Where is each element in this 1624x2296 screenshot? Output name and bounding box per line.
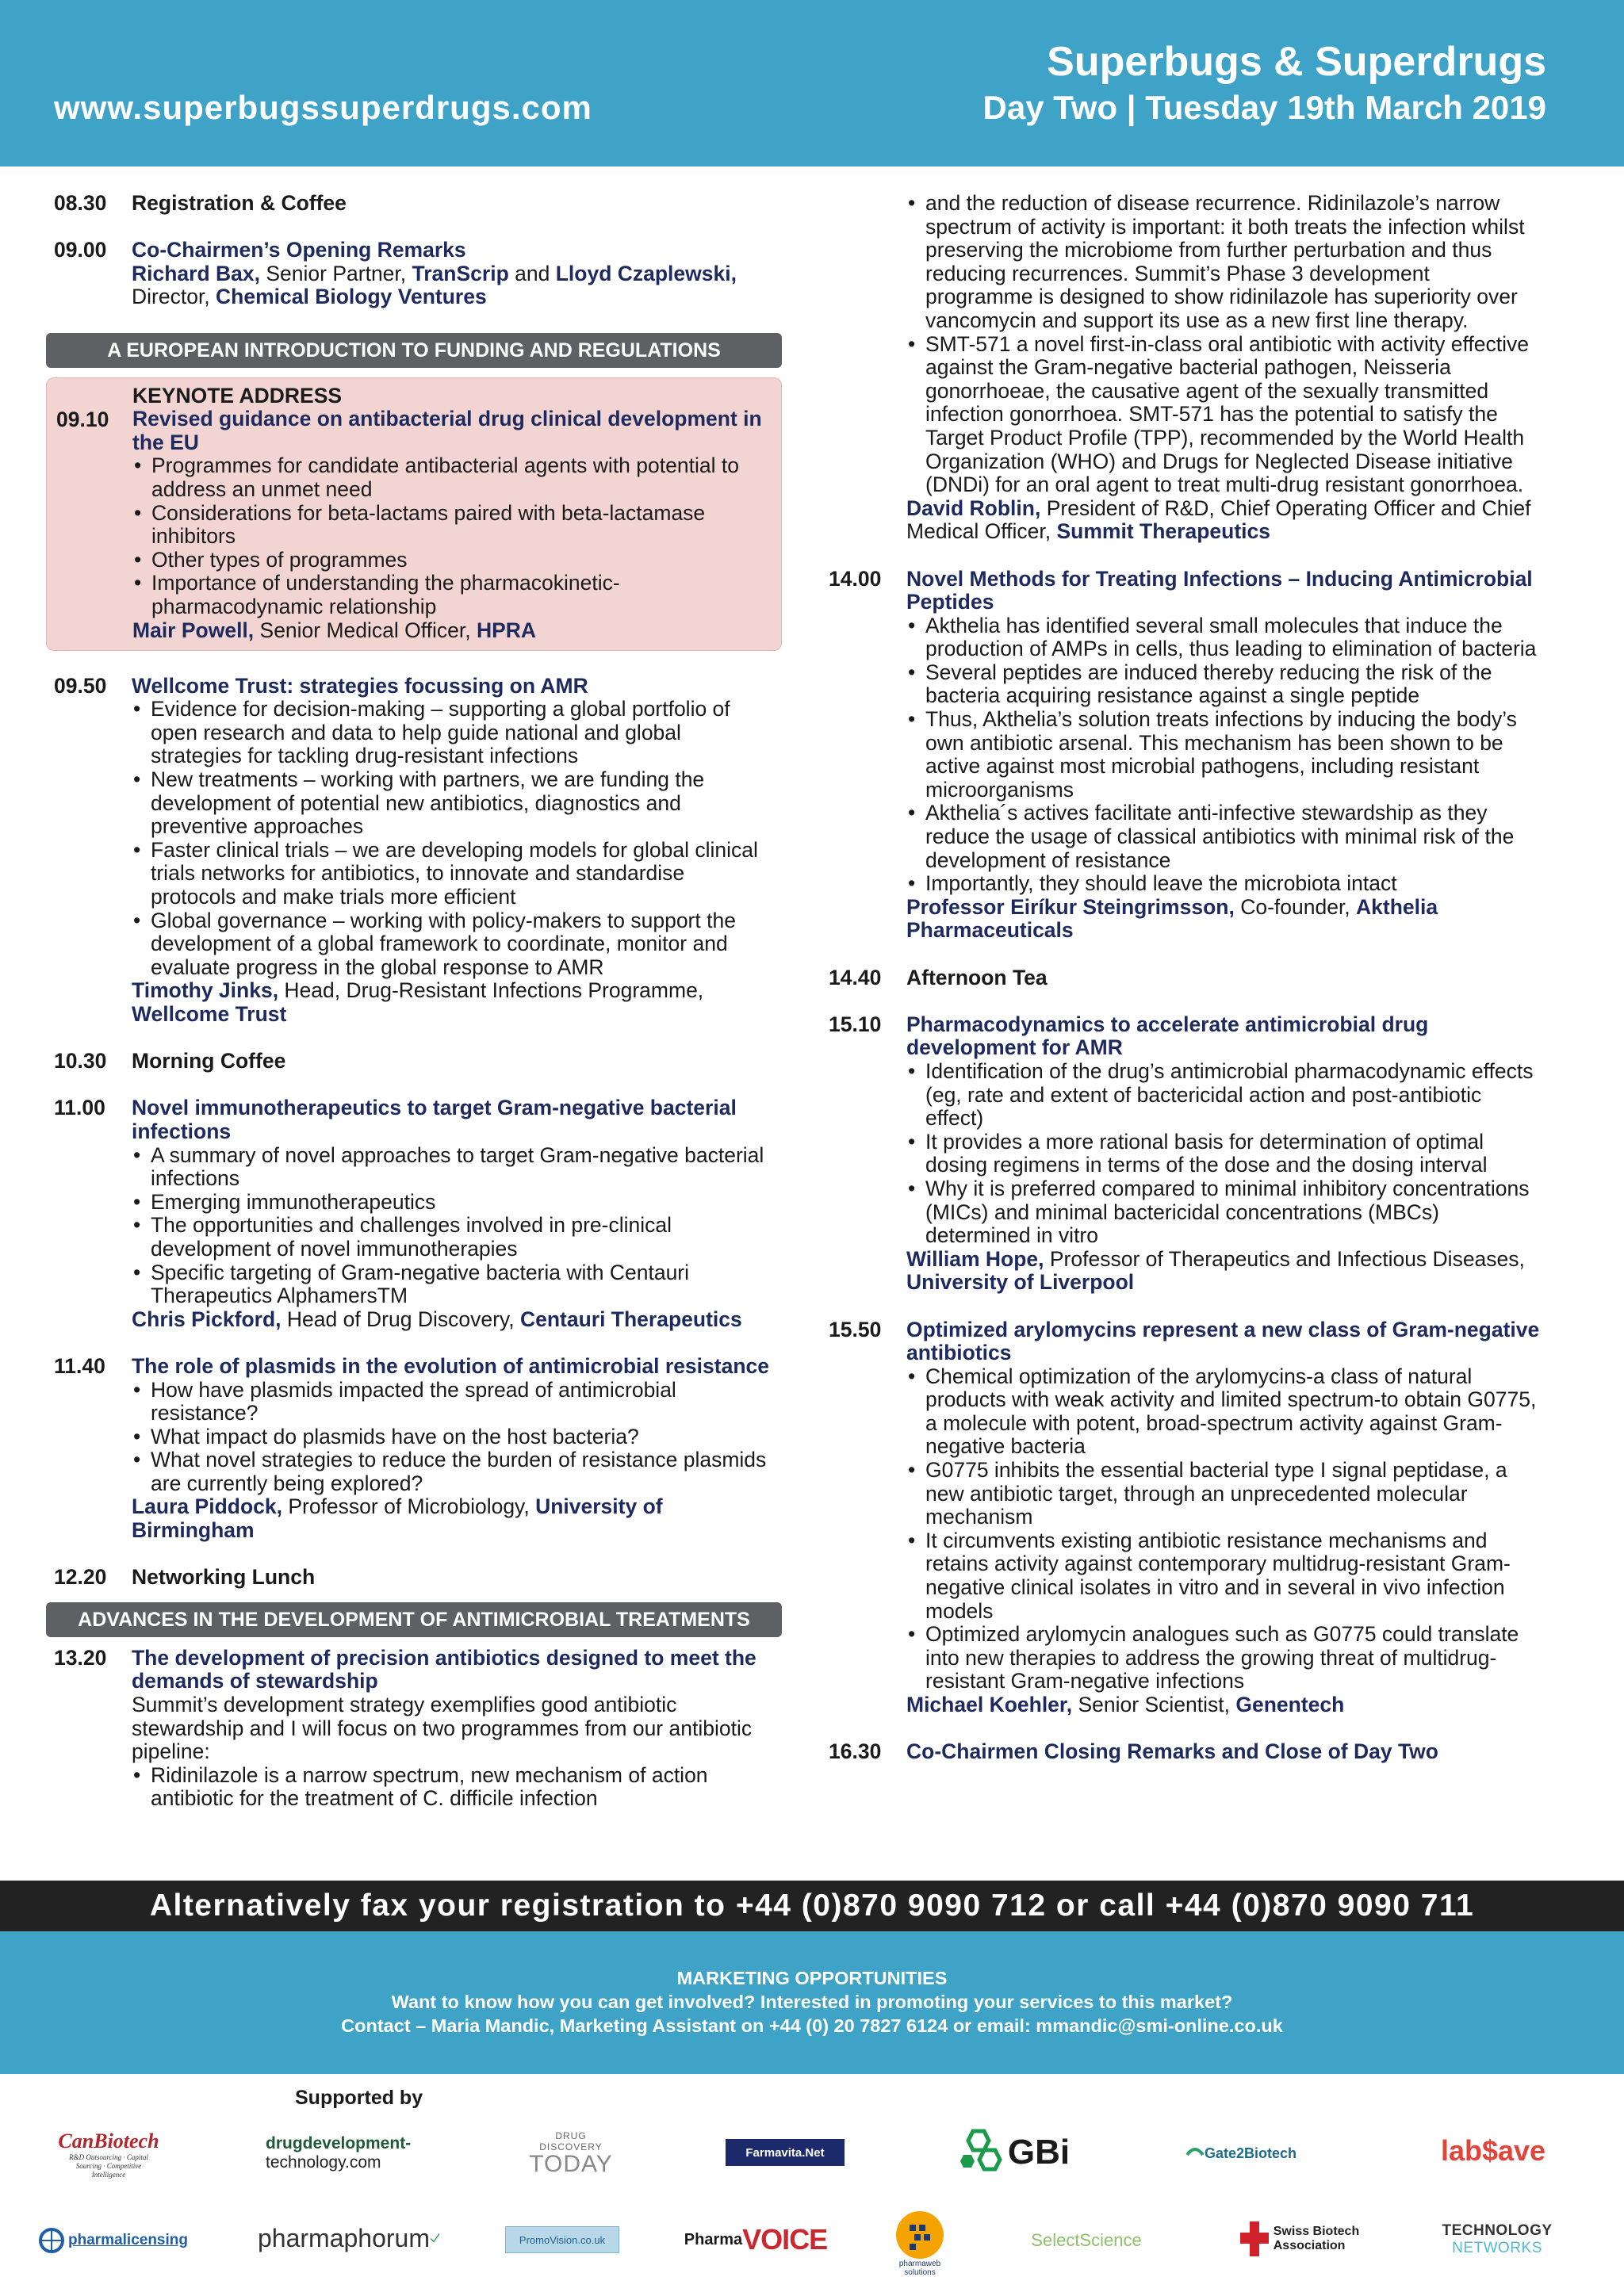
speaker-org: Summit Therapeutics [1056,519,1270,544]
swiss-biotech-association-logo[interactable] [1228,2217,1370,2261]
speaker-org: Genentech [1235,1693,1345,1716]
bullet-item: • Akthelia´s actives facilitate anti-infective stewardship as they reduce the usage of classical antibiotics with minimal risk of the development of resistance [925,802,1542,872]
session-title: The development of precision antibiotics designed to meet the demands of stewardship [132,1645,756,1693]
bullet-item: • Faster clinical trials – we are developing models for global clinical trials networks for antibiotics, to innovate and standardise protocols and make trials more efficient [151,839,774,909]
speaker-role: Co-founder, [1234,894,1357,919]
speaker-line [906,1693,1542,1717]
speaker-role: Senior Medical Officer, [254,618,477,642]
session-title: Optimized arylomycins represent a new class of Gram-negative antibiotics [906,1317,1540,1365]
bullet-item: • G0775 inhibits the essential bacterial type I signal peptidase, a new antibiotic target, through an unprecedented molecular mechanism [925,1459,1542,1529]
logo-text: GBi [1007,2133,1071,2172]
logo-text: technology.com [266,2153,381,2172]
keynote-session-0910 [46,377,782,652]
bullet-item: • New treatments – working with partners, we are funding the development of potential new antibiotics, diagnostics and preventive approaches [151,768,774,839]
session-1510 [829,1013,1542,1295]
session-title: Co-Chairmen Closing Remarks and Close of Day Two [906,1739,1438,1764]
speaker-name: David Roblin, [906,496,1041,520]
speaker-line [132,285,774,309]
section-banner: ADVANCES IN THE DEVELOPMENT OF ANTIMICROBIAL TREATMENTS [46,1602,782,1637]
session-description: Summit’s development strategy exemplifies good antibiotic stewardship and I will focus on two programmes from our antibiotic pipeline: [132,1693,753,1764]
session-time: 11.40 [54,1353,105,1378]
bullet-list [132,1144,774,1308]
session-time: 16.30 [829,1739,882,1764]
speaker-org: Wellcome Trust [132,1002,287,1026]
bullet-item: • A summary of novel approaches to target Gram-negative bacterial infections [151,1144,774,1191]
bullet-item: • Optimized arylomycin analogues such as G0775 could translate into new therapies to address the growing threat of multidrug-resistant Gram-negative infections [925,1623,1542,1693]
logo-text: lab$ave [1440,2134,1546,2167]
speaker-org: Centauri Therapeutics [519,1307,742,1331]
technology-networks-logo[interactable] [1434,2220,1561,2260]
speaker-org: Chemical Biology Ventures [216,285,487,309]
canbiotech-logo[interactable] [49,2130,168,2179]
speaker-org: TranScrip [412,261,509,285]
speaker-org: University of Liverpool [906,1270,1135,1295]
marketing-panel [0,1931,1624,2074]
session-time: 15.50 [829,1317,882,1341]
gate2biotech-icon [1185,2144,1205,2163]
bullet-item: • The opportunities and challenges involved in pre-clinical development of novel immunotherapies [151,1214,774,1261]
bullet-item: • Chemical optimization of the arylomycins-a class of natural products with weak activity and limited spectrum-to obtain G0775, a molecule with potent, broad-spectrum activity against Gram-negative bacteria [925,1365,1542,1459]
speaker-name: Timothy Jinks, [132,978,279,1003]
farmavita-logo[interactable] [726,2139,845,2166]
speaker-name: Michael Koehler, [906,1693,1073,1716]
session-time: 11.00 [54,1096,105,1120]
speaker-line [132,1308,774,1332]
bullet-item: • Several peptides are induced thereby reducing the risk of the bacteria acquiring resistance against a single peptide [925,661,1542,708]
page-header [0,0,1624,166]
speaker-org: Akthelia Pharmaceuticals [906,894,1438,943]
speaker-name: Richard Bax, [132,261,261,285]
website-link[interactable]: www.superbugssuperdrugs.com [54,89,592,126]
pharmaphorum-logo[interactable] [258,2217,440,2260]
bullet-item: • Considerations for beta-lactams paired with beta-lactamase inhibitors [151,502,772,549]
speaker-line [906,497,1542,544]
logo-text: Pharma [684,2230,743,2248]
session-title: Pharmacodynamics to accelerate antimicrobial drug development for AMR [906,1012,1429,1060]
bullet-item: • Why it is preferred compared to minimal inhibitory concentrations (MICs) and minimal bactericidal concentrations (MBCs) determined in vitro [925,1177,1542,1248]
labsave-logo[interactable] [1434,2131,1553,2171]
promovision-logo[interactable] [505,2226,619,2253]
marketing-heading: MARKETING OPPORTUNITIES [676,1968,948,1988]
bullet-item: • It provides a more rational basis for determination of optimal dosing regimens in terms of the dose and the dosing interval [925,1131,1542,1177]
speaker-org: University of Birmingham [132,1494,663,1543]
logo-text: TODAY [529,2151,613,2177]
bullet-item: • Importance of understanding the pharmacokinetic-pharmacodynamic relationship [151,572,772,618]
session-time: 14.40 [829,965,882,989]
supported-by-heading: Supported by [295,2087,423,2109]
speaker-line [132,262,774,286]
bullet-continuation [925,192,1542,333]
bullet-item: • Akthelia has identified several small molecules that induce the production of AMPs in cells, thus leading to elimination of bacteria [925,614,1542,661]
conjunction: and [508,261,556,285]
session-time: 10.30 [54,1049,107,1073]
bullet-item: • Importantly, they should leave the microbiota intact [925,872,1542,896]
pharmavoice-logo[interactable] [684,2220,828,2260]
logo-text: DRUG DISCOVERY [539,2130,603,2152]
session-time: 14.00 [829,566,882,591]
speaker-name: Professor Eiríkur Steingrimsson, [906,894,1235,919]
session-time: 08.30 [54,191,107,215]
bullet-item: • Other types of programmes [151,549,772,572]
marketing-line: Want to know how you can get involved? Interested in promoting your services to this market? [391,1992,1233,2012]
session-title: Networking Lunch [132,1565,316,1590]
bullet-item: • Ridinilazole is a narrow spectrum, new mechanism of action antibiotic for the treatment of C. difficile infection [151,1764,774,1811]
session-title: Revised guidance on antibacterial drug clinical development in the EU [132,407,762,454]
bullet-item: • SMT-571 a novel first-in-class oral antibiotic with activity effective against the Gram-negative bacterial pathogen, Neisseria gonorrhoeae, the causative agent of the sexually transmitted infection gonorrhoea. SMT-571 has the potential to satisfy the Target Product Profile (TPP), recommended by the World Health Organization (WHO) and Drugs for Neglected Disease initiative (DNDi) for an oral agent to treat multi-drug resistant gonorrhoea. [925,333,1542,497]
session-title: Registration & Coffee [132,191,347,215]
speaker-role: Senior Partner, [260,261,412,285]
logo-subtext: R&D Outsourcing · Capital Sourcing · Competitive Intelligence [69,2152,148,2179]
logo-text: PromoVision.co.uk [519,2233,606,2246]
session-title: Morning Coffee [132,1049,286,1073]
speaker-role: Senior Scientist, [1072,1693,1236,1716]
bullet-list [132,454,772,618]
programme-left-column [54,192,774,1835]
bullet-list [906,1365,1542,1693]
bullet-item: • Global governance – working with policy-makers to support the development of a global framework to coordinate, monitor and evaluate progress in the global response to AMR [151,909,774,980]
event-date: Day Two | Tuesday 19th March 2019 [982,89,1546,126]
bullet-list [132,698,774,979]
gbi-hexagon-icon [960,2128,1005,2177]
logo-text: TECHNOLOGY [1442,2222,1553,2239]
drug-discovery-today-logo[interactable] [523,2130,619,2177]
selectscience-logo[interactable] [1027,2225,1146,2256]
session-1030 [54,1050,774,1073]
logo-text: Association [1273,2239,1346,2252]
session-time: 13.20 [54,1645,107,1670]
bullet-list [132,1379,774,1496]
pharmaweb-solutions-logo[interactable] [884,2204,956,2283]
bullet-item: • Programmes for candidate antibacterial agents with potential to address an unmet need [151,454,772,501]
session-time: 12.20 [54,1565,107,1590]
bullet-item: • Identification of the drug’s antimicrobial pharmacodynamic effects (eg, rate and extent of bactericidal action and post-antibiotic effect) [925,1060,1542,1131]
session-1400 [829,568,1542,943]
speaker-line [906,896,1542,943]
session-0950 [54,675,774,1027]
logo-text: Swiss Biotech [1273,2225,1360,2238]
event-title: Superbugs & Superdrugs [1047,39,1546,85]
speaker-name: Laura Piddock, [132,1494,282,1519]
keynote-label: KEYNOTE ADDRESS [132,383,343,408]
continued-text: and the reduction of disease recurrence. Ridinilazole’s narrow spectrum of activity is important: it both treats the infection whilst preserving the microbiome from further perturbation and thus reducing recurrences. Summit’s Phase 3 development programme is designed to show ridinilazole has superiority over vancomycin and support its use as a new first line therapy. [925,191,1525,332]
session-1140 [54,1355,774,1543]
session-title: Wellcome Trust: strategies focussing on AMR [132,673,588,698]
pharmaweb-icon [895,2210,944,2260]
bullet-item: • How have plasmids impacted the spread of antimicrobial resistance? [151,1379,774,1425]
session-1320-continued [906,192,1542,544]
bullet-list [906,192,1542,497]
fax-registration-bar: Alternatively fax your registration to +44 (0)870 9090 712 or call +44 (0)870 9090 711 [0,1881,1624,1931]
speaker-role: Professor of Microbiology, [282,1494,536,1519]
logo-text: Farmavita.Net [745,2145,825,2160]
session-time: 15.10 [829,1012,882,1036]
session-1320 [54,1647,774,1811]
session-title: The role of plasmids in the evolution of antimicrobial resistance [132,1353,769,1378]
speaker-line [132,979,774,1026]
bullet-list [132,1764,774,1811]
gate2biotech-logo[interactable] [1182,2137,1300,2169]
bullet-item: • What novel strategies to reduce the burden of resistance plasmids are currently being explored? [151,1448,774,1495]
bullet-item: • Emerging immunotherapeutics [151,1191,774,1215]
bullet-item: • Thus, Akthelia’s solution treats infections by inducing the body’s own antibiotic arsenal. This mechanism has been shown to be active against most microbial pathogens, including resistant microorganisms [925,708,1542,802]
session-time: 09.10 [56,407,109,431]
speaker-role: Head, Drug-Resistant Infections Programme, [278,978,704,1003]
drugdevelopment-technology-logo[interactable] [266,2128,424,2179]
pharmalicensing-logo[interactable] [36,2223,190,2258]
logo-text: Gate2Biotech [1204,2145,1297,2161]
session-0830 [54,192,774,216]
speaker-line [906,1248,1542,1295]
bullet-item: • Specific targeting of Gram-negative bacteria with Centauri Therapeutics AlphamersTM [151,1261,774,1308]
logo-text: pharmalicensing [68,2232,188,2248]
session-time: 09.00 [54,238,107,262]
speaker-name: Mair Powell, [132,618,255,642]
bullet-list [906,1060,1542,1248]
session-time: 09.50 [54,673,107,698]
bullet-list [906,614,1542,896]
session-1550 [829,1318,1542,1717]
session-title: Afternoon Tea [906,965,1048,989]
session-title: Novel immunotherapeutics to target Gram-negative bacterial infections [132,1096,737,1143]
programme-right-column [829,192,1542,1787]
speaker-role: Head of Drug Discovery, [281,1307,520,1331]
checkmark-icon [430,2228,440,2248]
bullet-item: • What impact do plasmids have on the host bacteria? [151,1425,774,1449]
speaker-org: HPRA [476,618,537,642]
speaker-role: Director, [132,285,216,309]
session-1440 [829,966,1542,990]
section-banner: A EUROPEAN INTRODUCTION TO FUNDING AND REGULATIONS [46,333,782,368]
logo-text: pharmaphorum [258,2223,430,2252]
logo-text: VOICE [742,2223,828,2256]
speaker-line [132,1495,774,1542]
logo-text: CanBiotech [58,2129,159,2152]
gbi-logo[interactable] [956,2128,1074,2177]
logo-text: SelectScience [1031,2230,1142,2250]
globe-icon [38,2227,65,2254]
logo-text: NETWORKS [1452,2240,1542,2256]
session-1220 [54,1566,774,1590]
session-title: Novel Methods for Treating Infections – Inducing Antimicrobial Peptides [906,566,1533,614]
swiss-cross-icon [1239,2220,1270,2258]
speaker-role: President of R&D, Chief Operating Officer and Chief Medical Officer, [906,496,1531,544]
speaker-name: Chris Pickford, [132,1307,282,1331]
logo-text: pharmaweb solutions [898,2260,941,2277]
session-1100 [54,1096,774,1331]
session-0900 [54,239,774,309]
bullet-item: • Evidence for decision-making – supporting a global portfolio of open research and data to help guide national and global strategies for tackling drug-resistant infections [151,698,774,768]
speaker-role: Professor of Therapeutics and Infectious Diseases, [1044,1246,1525,1271]
speaker-line [132,619,772,643]
session-title: Co-Chairmen’s Opening Remarks [132,238,466,262]
speaker-name: William Hope, [906,1246,1044,1271]
speaker-name: Lloyd Czaplewski, [555,261,737,285]
bullet-item: • It circumvents existing antibiotic resistance mechanisms and retains activity against contemporary multidrug-resistant Gram-negative clinical isolates in vitro and in several in vivo infection models [925,1529,1542,1623]
marketing-contact[interactable]: Contact – Maria Mandic, Marketing Assistant on +44 (0) 20 7827 6124 or email: mmandic@smi-online.co.uk [341,2015,1283,2036]
session-1630 [829,1740,1542,1764]
logo-text: drugdevelopment- [266,2134,412,2152]
